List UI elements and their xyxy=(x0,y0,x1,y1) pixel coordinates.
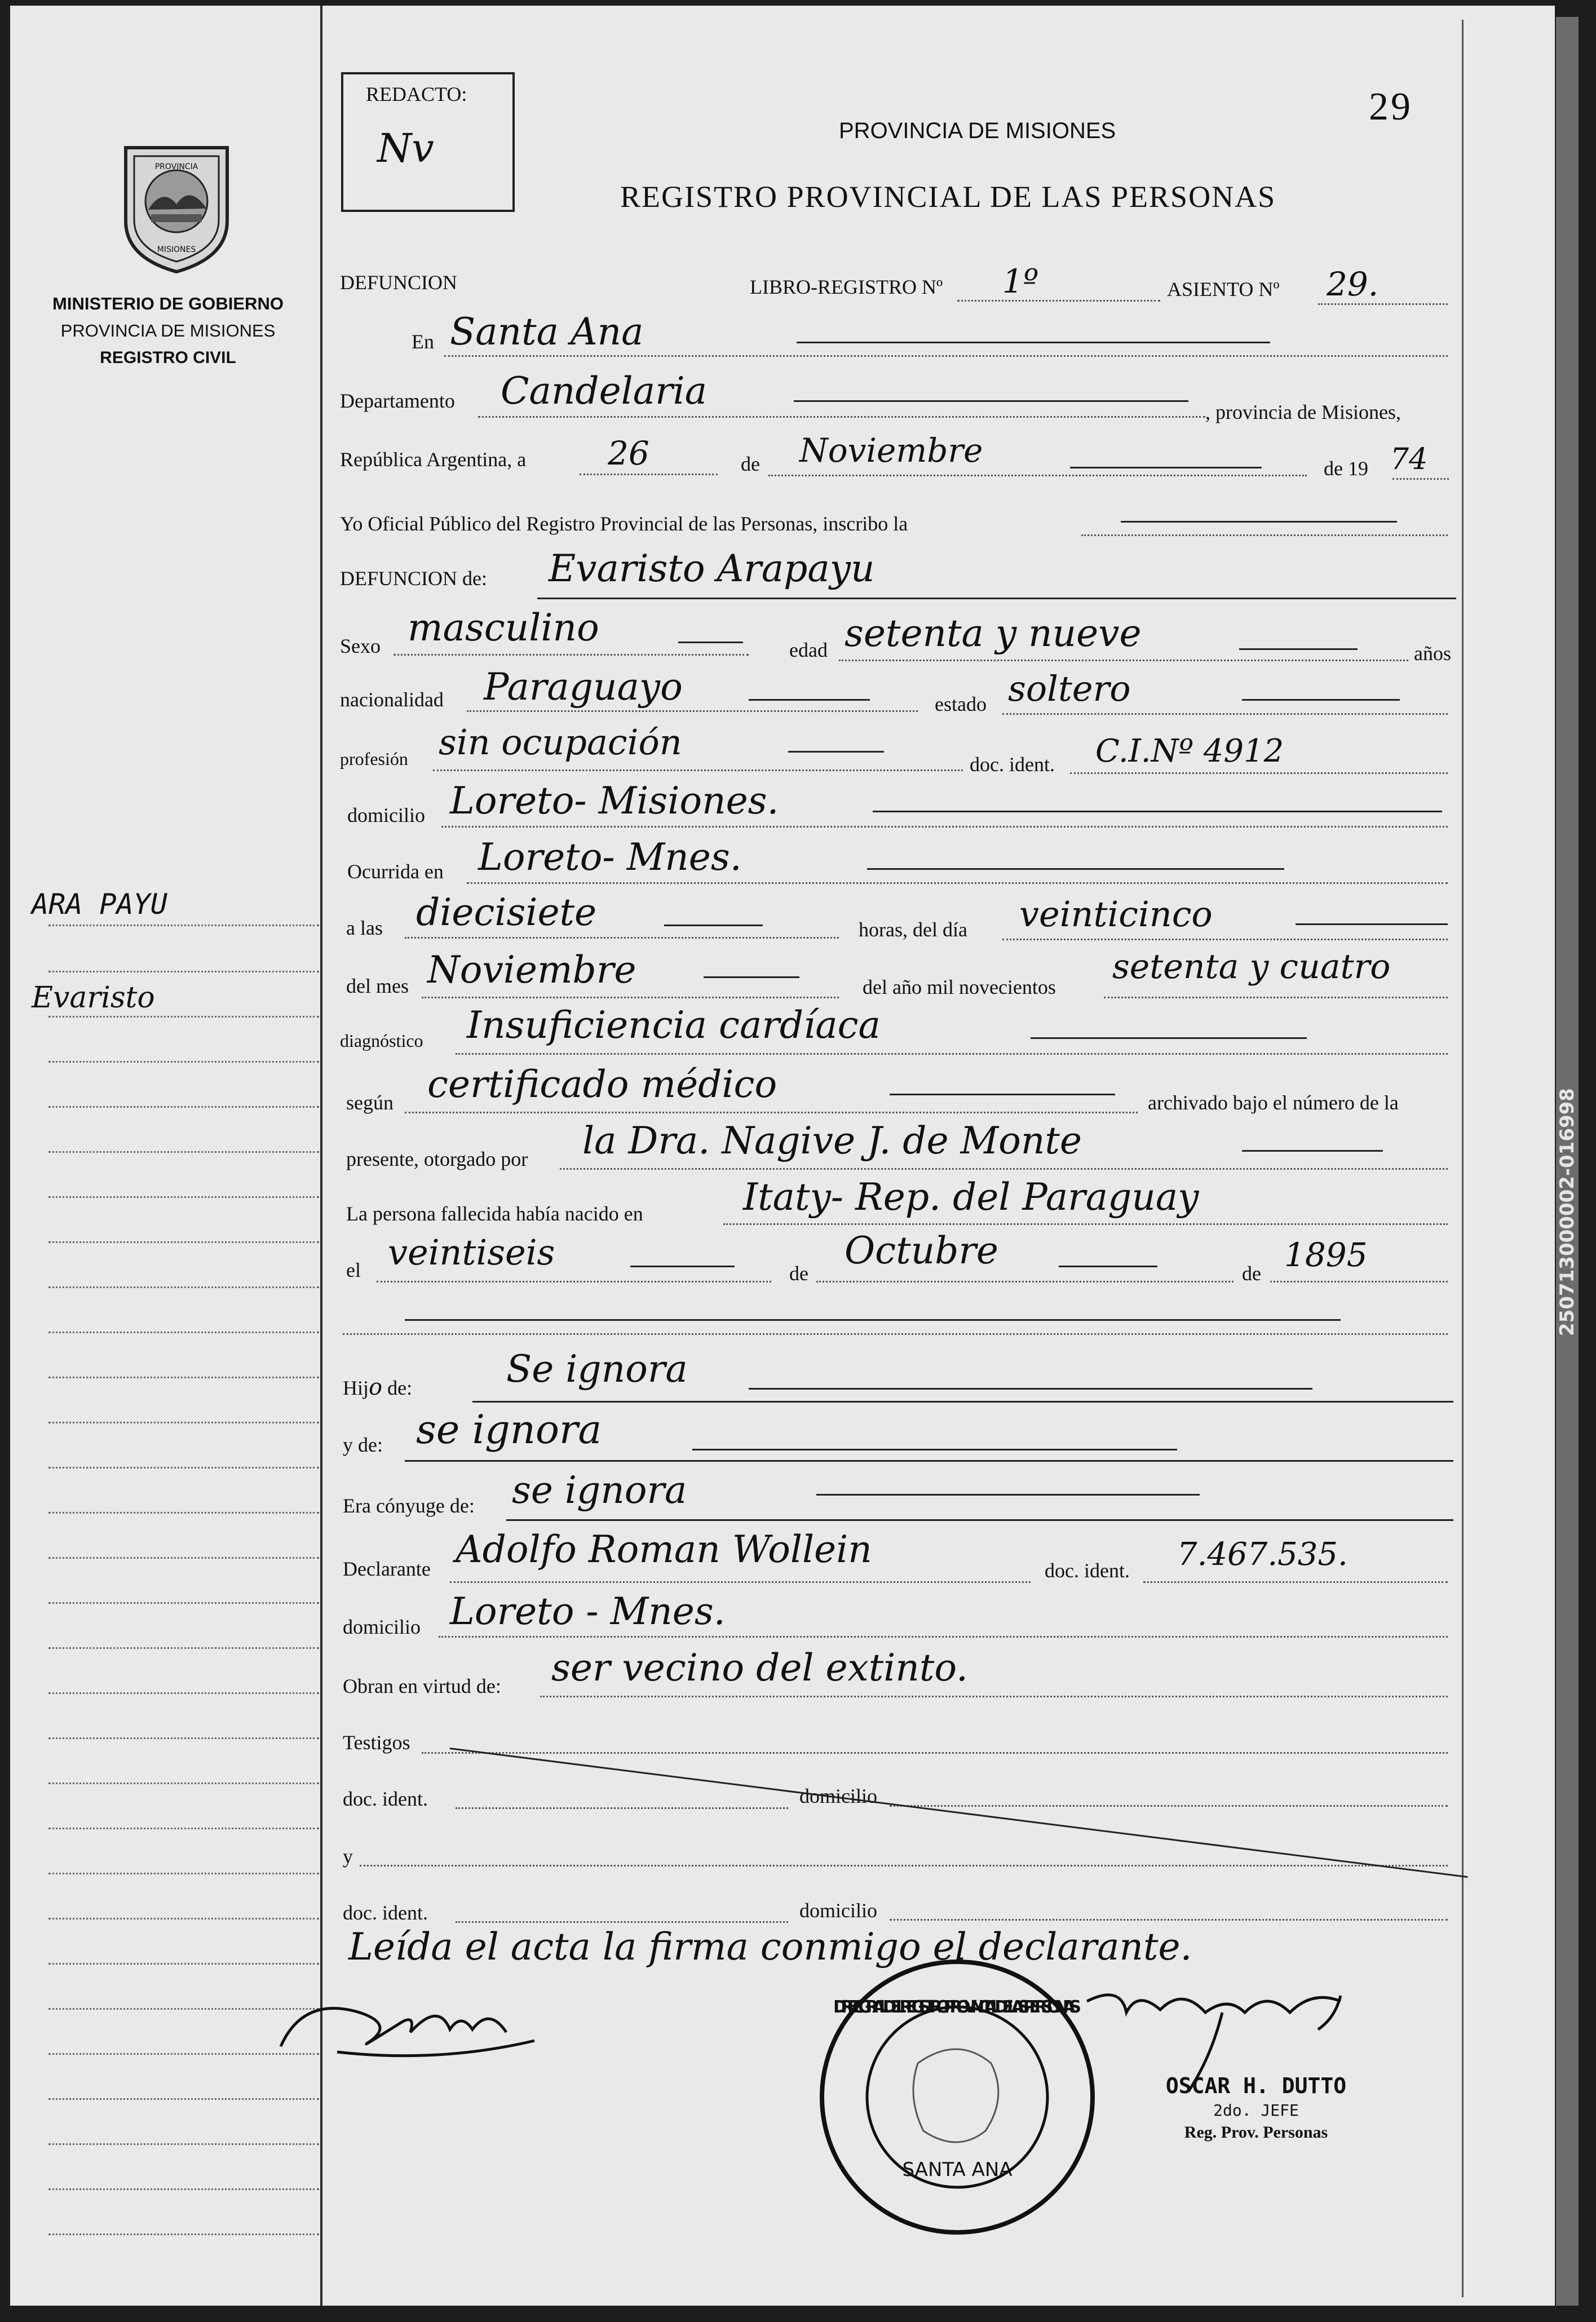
dia-texto-value: veinticinco xyxy=(1019,894,1213,935)
ocurrida-value: Loreto- Mnes. xyxy=(478,835,742,879)
svg-text:MISIONES: MISIONES xyxy=(157,245,196,254)
yo-oficial-text: Yo Oficial Público del Registro Provincial de las Personas, inscribo la xyxy=(340,512,908,535)
testigo2-domicilio-label: domicilio xyxy=(799,1899,877,1922)
estado-value: soltero xyxy=(1008,668,1131,709)
hijo-value: Se ignora xyxy=(506,1347,688,1391)
anio-value: 74 xyxy=(1390,443,1428,476)
sexo-value: masculino xyxy=(408,606,599,649)
redacto-label: REDACTO: xyxy=(366,83,467,105)
anos-label: años xyxy=(1414,642,1451,665)
testigo1-doc-label: doc. ident. xyxy=(343,1788,428,1810)
margin-surname: ARA PAYU xyxy=(32,888,167,921)
registro-heading: REGISTRO PROVINCIAL DE LAS PERSONAS xyxy=(620,180,1276,214)
decl-doc-label: doc. ident. xyxy=(1045,1559,1130,1582)
el-label: el xyxy=(346,1259,361,1281)
ocurrida-label: Ocurrida en xyxy=(347,860,444,883)
ministerio-line: MINISTERIO DE GOBIERNO xyxy=(52,294,284,313)
official-seal xyxy=(811,1951,1104,2244)
misiones-emblem-icon xyxy=(117,136,236,277)
dia-value: 26 xyxy=(608,434,649,472)
doc-ident-label: doc. ident. xyxy=(970,753,1055,776)
de-anio-label: de 19 xyxy=(1324,457,1368,480)
segun-label: según xyxy=(346,1091,394,1114)
departamento-value: Candelaria xyxy=(501,369,708,413)
y-label: y xyxy=(343,1845,353,1868)
nac-anio-value: 1895 xyxy=(1284,1236,1368,1274)
del-mes-label: del mes xyxy=(346,975,409,997)
hijo-suffix: o xyxy=(369,1374,383,1400)
provincia-line: PROVINCIA DE MISIONES xyxy=(60,321,276,340)
nacionalidad-value: Paraguayo xyxy=(484,665,683,709)
margin-rule xyxy=(320,6,322,2306)
departamento-label: Departamento xyxy=(340,390,455,412)
sexo-label: Sexo xyxy=(340,635,381,657)
profesion-label: profesión xyxy=(340,749,408,769)
defuncion-de-label: DEFUNCION de: xyxy=(340,567,487,590)
testigos-label: Testigos xyxy=(343,1731,410,1754)
nac-mes-value: Octubre xyxy=(845,1229,998,1272)
margin-given-name: Evaristo xyxy=(32,981,155,1015)
stamp-ring-text: DIREC. GRAL. DEL REGISTRO PROVINCIAL DE LAS PERSONAS xyxy=(833,1997,1081,2017)
testigo2-doc-label: doc. ident. xyxy=(343,1901,428,1924)
presente-value: la Dra. Nagive J. de Monte xyxy=(582,1119,1082,1162)
segun-value: certificado médico xyxy=(427,1063,777,1106)
provincia-suffix: , provincia de Misiones, xyxy=(1205,401,1401,423)
estado-label: estado xyxy=(935,693,987,715)
stamp-center-text: SANTA ANA xyxy=(902,2159,1013,2181)
en-label: En xyxy=(412,330,434,353)
asiento-value: 29. xyxy=(1327,265,1379,303)
domicilio-value: Loreto- Misiones. xyxy=(450,779,779,822)
official-title: 2do. JEFE xyxy=(1213,2101,1299,2120)
edad-label: edad xyxy=(789,639,828,661)
del-ano-label: del año mil novecientos xyxy=(863,976,1056,998)
declarante-label: Declarante xyxy=(343,1558,431,1580)
official-name: OSCAR H. DUTTO xyxy=(1165,2073,1347,2098)
libro-label: LIBRO-REGISTRO Nº xyxy=(750,276,943,298)
doc-ident-value: C.I.Nº 4912 xyxy=(1095,733,1284,769)
a-las-label: a las xyxy=(346,917,383,939)
declarante-value: Adolfo Roman Wollein xyxy=(456,1528,872,1571)
testigo1-domicilio-label: domicilio xyxy=(799,1785,877,1807)
cancel-strike-line xyxy=(450,1748,1468,1878)
hijo-label-de: de: xyxy=(387,1377,413,1399)
registro-civil-line: REGISTRO CIVIL xyxy=(100,348,236,367)
nac-dia-value: veintiseis xyxy=(388,1232,555,1273)
redacto-initials: Nv xyxy=(377,125,434,171)
leida-value: Leída el acta la firma conmigo el declarante. xyxy=(348,1925,1192,1969)
certificate-page xyxy=(10,6,1555,2306)
official-printed-name xyxy=(1138,2073,1374,2142)
del-ano-value: setenta y cuatro xyxy=(1112,947,1391,987)
libro-value: 1º xyxy=(1002,262,1039,300)
provincia-heading: PROVINCIA DE MISIONES xyxy=(839,118,1116,143)
hijo-label-prefix: Hij xyxy=(343,1377,369,1399)
defuncion-title: DEFUNCION xyxy=(340,271,458,294)
de-label: de xyxy=(741,453,760,475)
conyuge-label: Era cónyuge de: xyxy=(343,1494,475,1517)
declarante-signature xyxy=(269,1979,619,2069)
diagnostico-label: diagnóstico xyxy=(340,1030,423,1051)
official-office: Reg. Prov. Personas xyxy=(1184,2123,1328,2142)
y-de-label: y de: xyxy=(343,1434,383,1456)
page-number: 29 xyxy=(1369,85,1413,129)
right-border xyxy=(1462,20,1464,2297)
asiento-label: ASIENTO Nº xyxy=(1167,278,1280,300)
obran-value: ser vecino del extinto. xyxy=(551,1646,968,1689)
nac-de2-label: de xyxy=(1242,1262,1261,1285)
hijo-label xyxy=(343,1374,412,1400)
decl-doc-value: 7.467.535. xyxy=(1177,1536,1348,1573)
mes-value: Noviembre xyxy=(799,431,983,470)
presente-label: presente, otorgado por xyxy=(346,1148,528,1170)
decl-domicilio-label: domicilio xyxy=(343,1616,421,1638)
defuncion-de-value: Evaristo Arapayu xyxy=(549,547,875,590)
nacido-value: Itaty- Rep. del Paraguay xyxy=(743,1175,1199,1219)
conyuge-value: se ignora xyxy=(512,1469,687,1512)
profesion-value: sin ocupación xyxy=(439,722,682,763)
archivado-label: archivado bajo el número de la xyxy=(1148,1091,1399,1114)
diagnostico-value: Insuficiencia cardíaca xyxy=(467,1003,881,1047)
horas-label: horas, del día xyxy=(859,918,967,941)
nacido-label: La persona fallecida había nacido en xyxy=(346,1202,643,1225)
y-de-value: se ignora xyxy=(416,1407,602,1453)
en-value: Santa Ana xyxy=(450,310,644,353)
edad-value: setenta y nueve xyxy=(845,612,1142,655)
del-mes-value: Noviembre xyxy=(427,948,636,992)
obran-label: Obran en virtud de: xyxy=(343,1675,501,1697)
ministerio-label xyxy=(44,290,292,371)
nacionalidad-label: nacionalidad xyxy=(340,688,444,711)
redacto-box xyxy=(341,72,515,212)
barcode-text: 2507130000​02-016998 xyxy=(1556,1088,1579,1336)
domicilio-label: domicilio xyxy=(347,804,425,826)
nac-de-label: de xyxy=(789,1262,808,1285)
svg-text:PROVINCIA: PROVINCIA xyxy=(154,162,198,171)
decl-domicilio-value: Loreto - Mnes. xyxy=(450,1590,726,1633)
a-las-value: diecisiete xyxy=(416,891,597,934)
republica-label: República Argentina, a xyxy=(340,448,527,471)
